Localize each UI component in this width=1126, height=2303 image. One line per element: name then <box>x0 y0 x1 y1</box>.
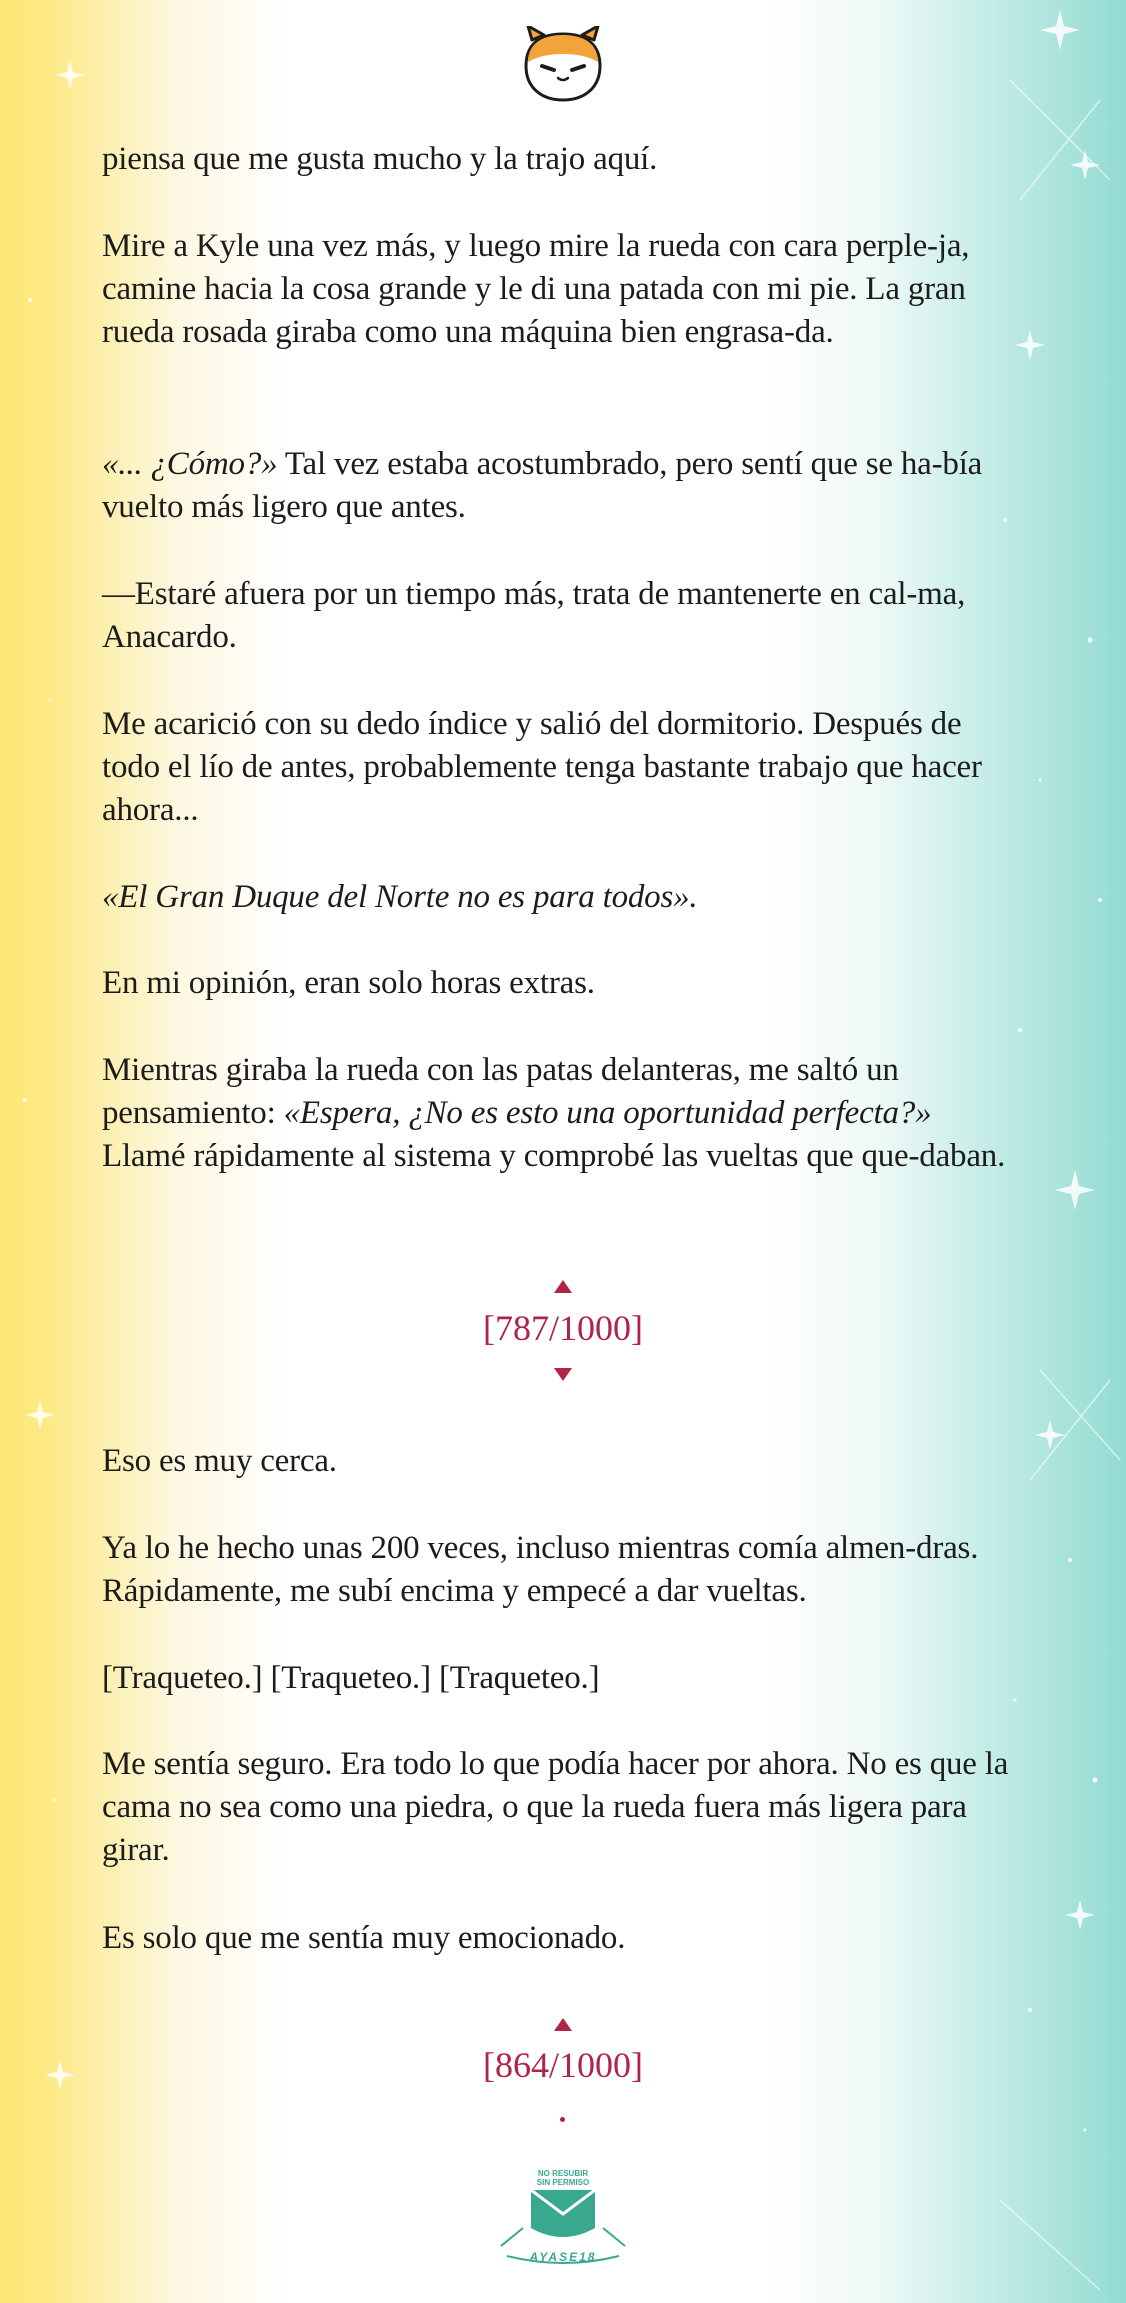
paragraph-text: Llamé rápidamente al sistema y comprobé las vueltas que que-daban. <box>102 1138 1006 1174</box>
paragraph: —Estaré afuera por un tiempo más, trata de mantenerte en cal-ma, Anacardo. <box>102 576 966 655</box>
dot-icon <box>560 2117 565 2122</box>
triangle-up-icon <box>554 2018 572 2031</box>
ayase18-logo-icon <box>493 2168 633 2268</box>
paragraph: Es solo que me sentía muy emocionado. <box>102 1920 626 1956</box>
paragraph: En mi opinión, eran solo horas extras. <box>102 965 595 1001</box>
paragraph: [Traqueteo.] [Traqueteo.] [Traqueteo.] <box>102 1660 600 1696</box>
wheel-counter: [864/1000] <box>483 2045 643 2085</box>
paragraph <box>102 443 1014 529</box>
wheel-counter: [787/1000] <box>483 1308 643 1348</box>
paragraph-text: Tal vez estaba acostumbrado, pero sentí que se ha-bía vuelto más ligero que antes. <box>102 446 983 525</box>
logo-line2: SIN PERMISO <box>536 2178 590 2187</box>
paragraph: piensa que me gusta mucho y la trajo aquí. <box>102 141 658 177</box>
paragraph <box>102 1049 1014 1178</box>
paragraph-text: Mientras giraba la rueda con las patas delanteras, me saltó un pensamiento: <box>102 1052 899 1131</box>
logo-name: AYASE18 <box>529 2250 597 2264</box>
paragraph: Me acarició con su dedo índice y salió del dormitorio. Después de todo el lío de antes, probablemente tenga bastante trabajo que hacer ahora... <box>102 706 982 828</box>
triangle-down-icon <box>554 1368 572 1381</box>
logo-line1: NO RESUBIR <box>537 2169 589 2178</box>
inner-thought: «Espera, ¿No es esto una oportunidad perfecta?» <box>283 1095 932 1131</box>
hamster-face-icon <box>518 26 608 104</box>
paragraph: Ya lo he hecho unas 200 veces, incluso mientras comía almen-dras. Rápidamente, me subí encima y empecé a dar vueltas. <box>102 1530 979 1609</box>
inner-thought: «... ¿Cómo?» <box>102 446 278 482</box>
paragraph: Me sentía seguro. Era todo lo que podía hacer por ahora. No es que la cama no sea como una piedra, o que la rueda fuera más ligera para girar. <box>102 1746 1009 1868</box>
paragraph: «El Gran Duque del Norte no es para todos». <box>102 879 698 915</box>
triangle-up-icon <box>554 1280 572 1293</box>
paragraph: Mire a Kyle una vez más, y luego mire la rueda con cara perple-ja, camine hacia la cosa grande y le di una patada con mi pie. La gran rueda rosada giraba como una máquina bien engrasa-da. <box>102 228 970 350</box>
paragraph: Eso es muy cerca. <box>102 1443 337 1479</box>
